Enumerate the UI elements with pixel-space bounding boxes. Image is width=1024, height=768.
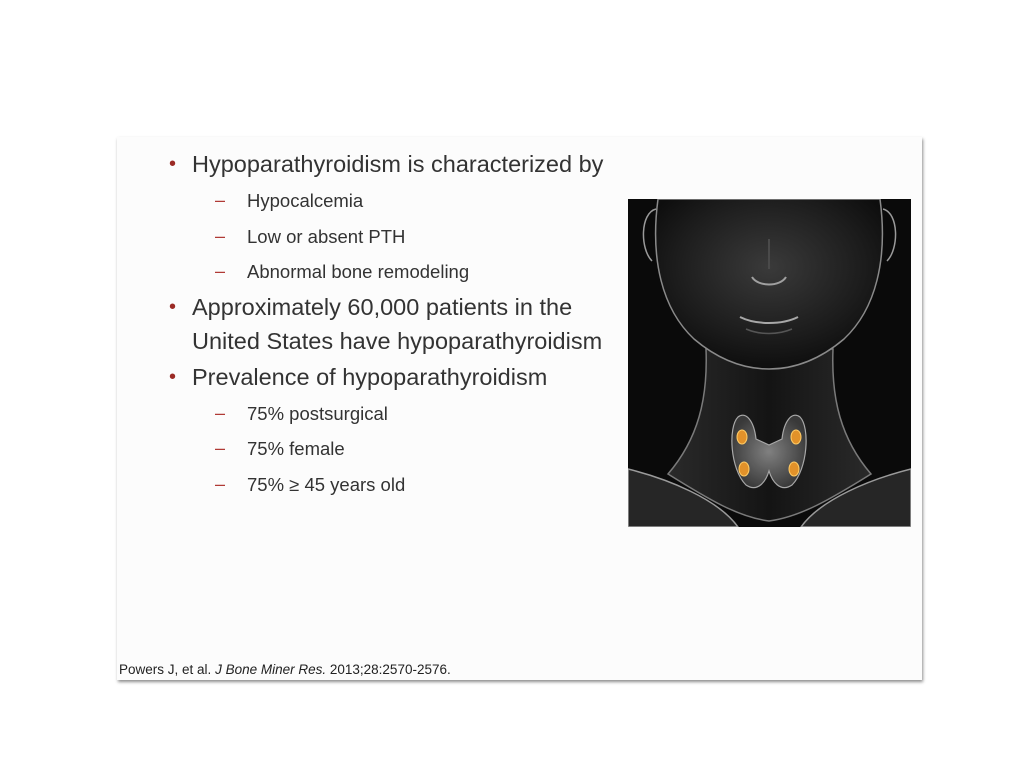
bullet-list [167, 147, 607, 502]
citation-details: 2013;28:2570-2576. [329, 662, 451, 677]
sub-bullet-item [167, 219, 607, 255]
bullet-item [167, 360, 607, 394]
bullet-text: Approximately 60,000 patients in the United States have hypoparathyroidism [192, 293, 603, 354]
sub-bullet-text: 75% female [247, 438, 345, 459]
bullet-dot-icon: • [169, 295, 177, 318]
citation-journal: J Bone Miner Res. [215, 662, 327, 677]
bullet-dot-icon: • [169, 153, 177, 175]
slide [117, 137, 922, 680]
sub-bullet-text: 75% postsurgical [247, 402, 388, 424]
sub-bullet-item [167, 254, 607, 290]
dash-icon: – [215, 473, 226, 494]
sub-bullet-text: Hypocalcemia [247, 190, 364, 211]
sub-bullet-item [167, 467, 607, 503]
bullet-text: Prevalence of hypoparathyroidism [192, 363, 548, 390]
bullet-item [167, 147, 607, 181]
dash-icon: – [215, 190, 226, 210]
sub-bullet-text: Low or absent PTH [247, 225, 406, 247]
bullet-dot-icon: • [169, 365, 177, 388]
sub-bullet-text: 75% ≥ 45 years old [247, 473, 406, 495]
sub-bullet-text: Abnormal bone remodeling [247, 261, 470, 282]
citation [119, 662, 451, 677]
thyroid-anatomy-illustration [628, 199, 911, 527]
bullet-item [167, 290, 607, 358]
dash-icon: – [215, 402, 226, 423]
dash-icon: – [215, 225, 226, 246]
sub-bullet-item [167, 183, 607, 219]
citation-authors: Powers J, et al. [119, 662, 212, 677]
sub-bullet-item [167, 396, 607, 432]
thyroid-anatomy-figure [628, 199, 911, 527]
bullet-text: Hypoparathyroidism is characterized by [192, 151, 604, 177]
dash-icon: – [215, 438, 226, 458]
dash-icon: – [215, 261, 226, 281]
sub-bullet-item [167, 431, 607, 467]
